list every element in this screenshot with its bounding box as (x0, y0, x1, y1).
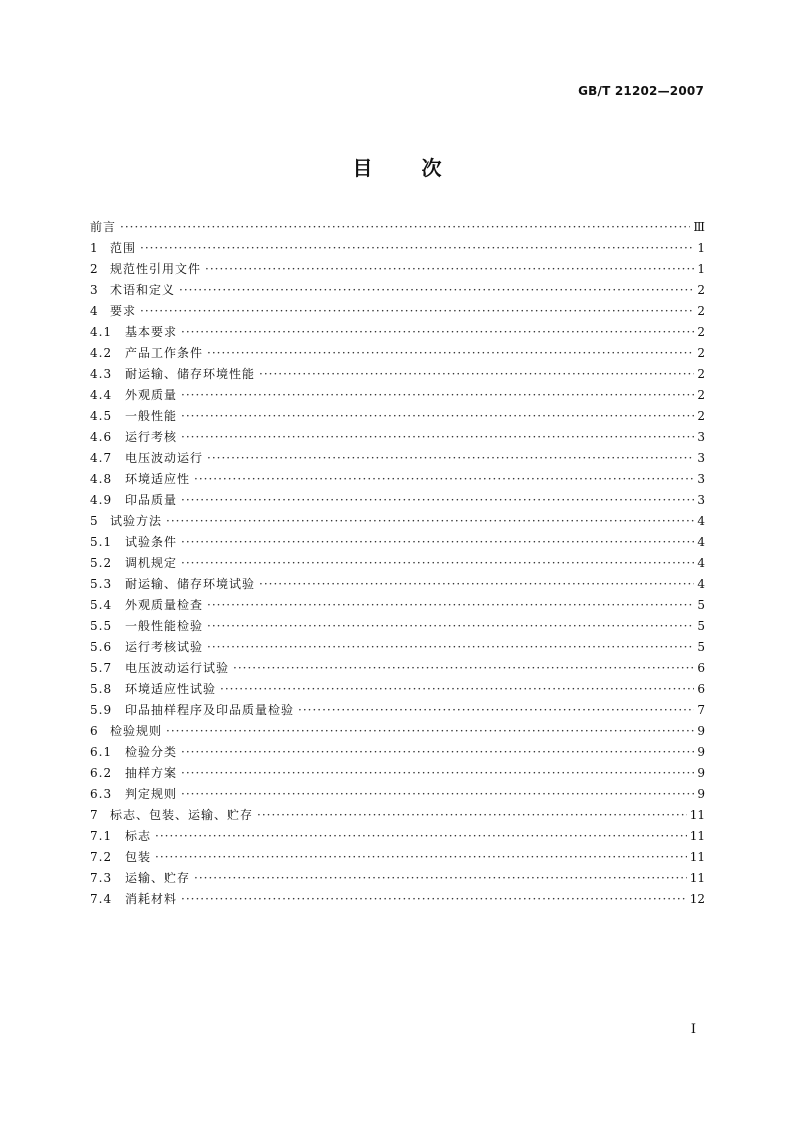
toc-entry-page: 7 (697, 703, 705, 717)
toc-entry-page: 2 (697, 388, 705, 402)
toc-entry-page: 2 (697, 409, 705, 423)
toc-entry-page: 2 (697, 325, 705, 339)
toc-entry-number: 5.7 (90, 661, 113, 675)
toc-entry-number: 5.2 (90, 556, 113, 570)
toc-entry-page: 5 (697, 619, 705, 633)
toc-entry[interactable] (90, 469, 705, 490)
toc-entry-title: 包装 (125, 850, 152, 864)
toc-entry-page: 9 (697, 787, 705, 801)
toc-entry[interactable] (90, 490, 705, 511)
toc-entry[interactable] (90, 742, 705, 763)
toc-dot-leader (298, 700, 694, 721)
toc-entry[interactable] (90, 784, 705, 805)
toc-entry[interactable] (90, 637, 705, 658)
toc-entry-page: 5 (697, 598, 705, 612)
toc-entry-title: 要求 (110, 304, 137, 318)
toc-entry-title: 环境适应性 (125, 472, 191, 486)
toc-dot-leader (120, 217, 690, 238)
toc-entry-number: 5.6 (90, 640, 113, 654)
toc-entry-number: 7.4 (90, 892, 113, 906)
toc-entry[interactable] (90, 595, 705, 616)
toc-entry-title: 运输、贮存 (125, 871, 191, 885)
toc-entry[interactable] (90, 532, 705, 553)
toc-entry-number: 4.5 (90, 409, 113, 423)
toc-dot-leader (181, 532, 694, 553)
toc-entry[interactable] (90, 427, 705, 448)
toc-dot-leader (166, 511, 694, 532)
toc-entry-number: 5.4 (90, 598, 113, 612)
toc-dot-leader (179, 280, 694, 301)
toc-entry-title: 检验规则 (110, 724, 163, 738)
toc-entry-page: 2 (697, 304, 705, 318)
table-of-contents (90, 217, 705, 910)
toc-entry[interactable] (90, 868, 705, 889)
toc-dot-leader (233, 658, 694, 679)
toc-entry-number: 4.1 (90, 325, 113, 339)
toc-entry-page: 4 (697, 556, 705, 570)
toc-entry-number: 5 (90, 514, 99, 528)
page-number: Ⅰ (690, 1022, 696, 1037)
toc-dot-leader (194, 868, 687, 889)
toc-dot-leader (181, 427, 694, 448)
toc-entry-page: 9 (697, 766, 705, 780)
toc-entry-number: 3 (90, 283, 99, 297)
toc-entry-number: 6 (90, 724, 99, 738)
toc-dot-leader (181, 763, 694, 784)
toc-entry-page: 2 (697, 346, 705, 360)
toc-entry-number: 4.8 (90, 472, 113, 486)
toc-entry-title: 一般性能检验 (125, 619, 204, 633)
toc-entry-number: 4.2 (90, 346, 113, 360)
toc-entry-title: 试验条件 (125, 535, 178, 549)
toc-entry-number: 1 (90, 241, 99, 255)
toc-entry[interactable] (90, 301, 705, 322)
toc-entry-number: 7.1 (90, 829, 113, 843)
toc-dot-leader (207, 448, 694, 469)
toc-entry[interactable] (90, 553, 705, 574)
toc-entry-title: 范围 (110, 241, 137, 255)
toc-entry-title: 调机规定 (125, 556, 178, 570)
toc-entry[interactable] (90, 763, 705, 784)
toc-entry[interactable] (90, 511, 705, 532)
toc-dot-leader (207, 595, 694, 616)
toc-entry-page: 11 (689, 871, 705, 885)
toc-entry[interactable] (90, 385, 705, 406)
toc-entry-title: 外观质量 (125, 388, 178, 402)
page-title: 目 次 (352, 156, 442, 180)
toc-entry-title: 标志、包装、运输、贮存 (110, 808, 254, 822)
toc-entry-page: 5 (697, 640, 705, 654)
toc-entry-page: 1 (697, 241, 705, 255)
toc-entry-number: 5.9 (90, 703, 113, 717)
toc-entry-number: 4.3 (90, 367, 113, 381)
toc-entry-page: 11 (689, 829, 705, 843)
toc-dot-leader (140, 238, 694, 259)
toc-entry-number: 4.7 (90, 451, 113, 465)
toc-dot-leader (166, 721, 694, 742)
toc-entry-title: 耐运输、储存环境试验 (125, 577, 256, 591)
toc-entry-title: 印品质量 (125, 493, 178, 507)
toc-entry-page: 11 (689, 808, 705, 822)
toc-dot-leader (220, 679, 694, 700)
toc-entry[interactable] (90, 280, 705, 301)
toc-dot-leader (207, 616, 694, 637)
toc-entry-number: 6.1 (90, 745, 113, 759)
toc-entry[interactable] (90, 847, 705, 868)
toc-entry[interactable] (90, 322, 705, 343)
toc-dot-leader (205, 259, 694, 280)
toc-entry-number: 7.2 (90, 850, 113, 864)
toc-entry-title: 规范性引用文件 (110, 262, 202, 276)
toc-entry[interactable] (90, 826, 705, 847)
toc-entry-page: 12 (689, 892, 705, 906)
toc-entry-number: 7 (90, 808, 99, 822)
toc-dot-leader (259, 574, 694, 595)
toc-entry-page: 6 (697, 682, 705, 696)
toc-entry-title: 判定规则 (125, 787, 178, 801)
toc-entry[interactable] (90, 364, 705, 385)
toc-dot-leader (140, 301, 694, 322)
toc-entry-number: 2 (90, 262, 99, 276)
toc-dot-leader (207, 637, 694, 658)
toc-dot-leader (181, 322, 694, 343)
toc-entry-page: 1 (697, 262, 705, 276)
toc-dot-leader (259, 364, 694, 385)
toc-entry[interactable] (90, 616, 705, 637)
toc-dot-leader (181, 742, 694, 763)
toc-entry-number: 5.8 (90, 682, 113, 696)
toc-entry-number: 4.4 (90, 388, 113, 402)
toc-entry-number: 7.3 (90, 871, 113, 885)
toc-entry[interactable] (90, 574, 705, 595)
toc-entry[interactable] (90, 700, 705, 721)
toc-entry-title: 外观质量检查 (125, 598, 204, 612)
toc-dot-leader (181, 784, 694, 805)
toc-entry[interactable] (90, 658, 705, 679)
toc-entry[interactable] (90, 343, 705, 364)
toc-entry-title: 环境适应性试验 (125, 682, 217, 696)
toc-dot-leader (181, 889, 687, 910)
toc-entry-title: 消耗材料 (125, 892, 178, 906)
toc-entry-title: 标志 (125, 829, 152, 843)
toc-entry[interactable] (90, 406, 705, 427)
toc-entry-page: 9 (697, 724, 705, 738)
toc-entry-page: 2 (697, 367, 705, 381)
toc-dot-leader (207, 343, 694, 364)
toc-entry-page: 4 (697, 535, 705, 549)
toc-entry-number: 6.3 (90, 787, 113, 801)
toc-entry-page: 9 (697, 745, 705, 759)
toc-entry[interactable] (90, 889, 705, 910)
standard-code: GB/T 21202—2007 (578, 84, 704, 98)
toc-entry-title: 电压波动运行试验 (125, 661, 230, 675)
toc-entry-title: 术语和定义 (110, 283, 176, 297)
toc-entry-page: 3 (697, 430, 705, 444)
toc-entry-title: 前言 (90, 220, 117, 234)
toc-dot-leader (257, 805, 687, 826)
toc-dot-leader (181, 406, 694, 427)
toc-entry-number: 4.6 (90, 430, 113, 444)
toc-entry-title: 抽样方案 (125, 766, 178, 780)
toc-entry-title: 检验分类 (125, 745, 178, 759)
toc-entry-title: 运行考核 (125, 430, 178, 444)
toc-entry-page: Ⅲ (693, 220, 705, 234)
toc-entry-title: 耐运输、储存环境性能 (125, 367, 256, 381)
toc-entry-number: 6.2 (90, 766, 113, 780)
toc-entry-number: 5.5 (90, 619, 113, 633)
toc-entry-number: 5.1 (90, 535, 113, 549)
toc-dot-leader (181, 553, 694, 574)
toc-entry-page: 3 (697, 472, 705, 486)
toc-dot-leader (155, 826, 687, 847)
toc-entry[interactable] (90, 217, 705, 238)
toc-entry-page: 2 (697, 283, 705, 297)
toc-dot-leader (155, 847, 687, 868)
toc-entry-title: 一般性能 (125, 409, 178, 423)
toc-entry-title: 基本要求 (125, 325, 178, 339)
toc-dot-leader (181, 490, 694, 511)
toc-entry-page: 4 (697, 577, 705, 591)
toc-entry[interactable] (90, 805, 705, 826)
toc-entry-page: 3 (697, 451, 705, 465)
toc-entry-page: 11 (689, 850, 705, 864)
toc-entry-page: 3 (697, 493, 705, 507)
toc-dot-leader (194, 469, 694, 490)
toc-entry-title: 运行考核试验 (125, 640, 204, 654)
toc-entry-title: 产品工作条件 (125, 346, 204, 360)
toc-entry-title: 试验方法 (110, 514, 163, 528)
toc-entry-number: 4 (90, 304, 99, 318)
toc-entry[interactable] (90, 679, 705, 700)
toc-entry-title: 印品抽样程序及印品质量检验 (125, 703, 295, 717)
toc-entry-page: 4 (697, 514, 705, 528)
toc-entry[interactable] (90, 238, 705, 259)
toc-entry[interactable] (90, 721, 705, 742)
toc-entry-page: 6 (697, 661, 705, 675)
toc-entry[interactable] (90, 448, 705, 469)
toc-entry[interactable] (90, 259, 705, 280)
toc-entry-title: 电压波动运行 (125, 451, 204, 465)
toc-dot-leader (181, 385, 694, 406)
toc-entry-number: 5.3 (90, 577, 113, 591)
toc-entry-number: 4.9 (90, 493, 113, 507)
